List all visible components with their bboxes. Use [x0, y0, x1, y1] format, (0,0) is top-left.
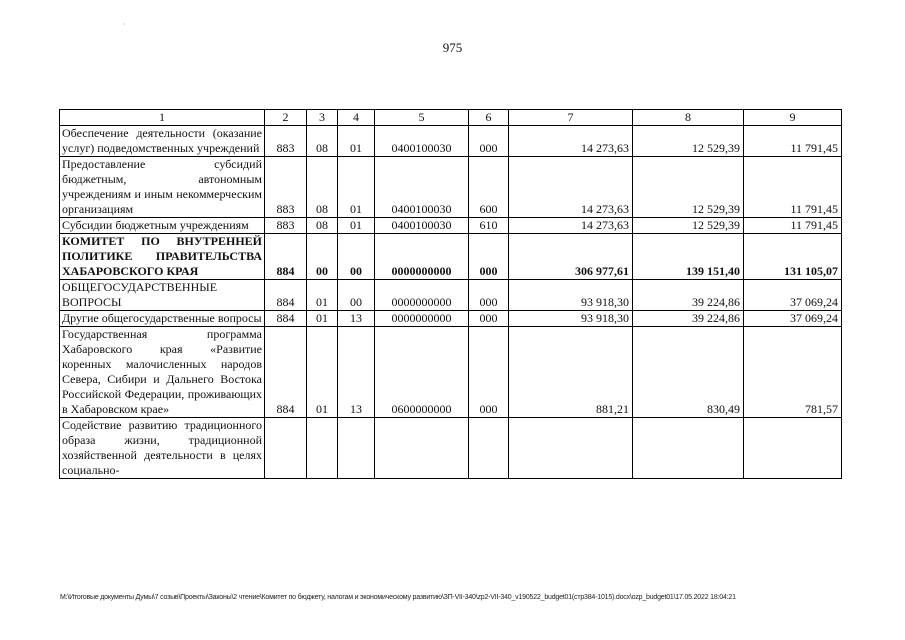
- row-name: Субсидии бюджетным учреждениям: [60, 218, 265, 234]
- amount-col7: 306 977,61: [509, 234, 633, 280]
- table-row: [60, 311, 842, 327]
- amount-col7: [509, 418, 633, 479]
- amount-col9: 781,57: [744, 327, 842, 418]
- column-header: 7: [509, 110, 633, 126]
- table-row: [60, 234, 842, 280]
- document-file-path: M:\Итоговые документы Думы\7 созыв\Проекты\Законы\2 чтение\Комитет по бюджету, налогам и экономическому развитию\ЗП-VII-340\zp2-VII-340_v190522_budget01(стр384-1015).docx\ozp_budget01\17.05.2022 18:04:21: [60, 594, 736, 601]
- table-row: [60, 157, 842, 218]
- page-number: 975: [442, 40, 463, 55]
- subsection-code: 00: [338, 234, 375, 280]
- subsection-code: 13: [338, 311, 375, 327]
- column-header: 1: [60, 110, 265, 126]
- amount-col8: [633, 418, 744, 479]
- subsection-code: 01: [338, 218, 375, 234]
- section-code: 08: [307, 126, 338, 157]
- amount-col7: 14 273,63: [509, 126, 633, 157]
- amount-col9: 11 791,45: [744, 126, 842, 157]
- row-name: Государственная программа Хабаровского края «Развитие коренных малочисленных народов Севера, Сибири и Дальнего Востока Российской Федерации, проживающих в Хабаровском крае»: [60, 327, 265, 418]
- target-article-code: 0000000000: [375, 311, 469, 327]
- amount-col8: 39 224,86: [633, 311, 744, 327]
- ministry-code: 884: [265, 327, 307, 418]
- scan-mark: ·: [123, 20, 126, 29]
- section-code: 00: [307, 234, 338, 280]
- column-header: 5: [375, 110, 469, 126]
- section-code: 08: [307, 218, 338, 234]
- amount-col9: 11 791,45: [744, 218, 842, 234]
- amount-col9: [744, 418, 842, 479]
- section-code: 01: [307, 327, 338, 418]
- amount-col7: 881,21: [509, 327, 633, 418]
- column-header: 3: [307, 110, 338, 126]
- target-article-code: 0400100030: [375, 157, 469, 218]
- table-row: [60, 280, 842, 311]
- target-article-code: 0400100030: [375, 126, 469, 157]
- expense-type-code: 600: [469, 157, 509, 218]
- amount-col9: 131 105,07: [744, 234, 842, 280]
- column-header: 8: [633, 110, 744, 126]
- ministry-code: 883: [265, 157, 307, 218]
- table-header-row: [60, 110, 842, 126]
- amount-col8: 39 224,86: [633, 280, 744, 311]
- target-article-code: [375, 418, 469, 479]
- row-name: ОБЩЕГОСУДАРСТВЕННЫЕ ВОПРОСЫ: [60, 280, 265, 311]
- target-article-code: 0400100030: [375, 218, 469, 234]
- ministry-code: [265, 418, 307, 479]
- row-name: Предоставление субсидий бюджетным, автономным учреждениям и иным некоммерческим организациям: [60, 157, 265, 218]
- amount-col8: 139 151,40: [633, 234, 744, 280]
- expense-type-code: [469, 418, 509, 479]
- column-header: 4: [338, 110, 375, 126]
- ministry-code: 884: [265, 280, 307, 311]
- section-code: 01: [307, 311, 338, 327]
- target-article-code: 0000000000: [375, 234, 469, 280]
- table-row: [60, 218, 842, 234]
- ministry-code: 883: [265, 218, 307, 234]
- ministry-code: 884: [265, 311, 307, 327]
- budget-table: [59, 109, 842, 479]
- amount-col7: 93 918,30: [509, 311, 633, 327]
- section-code: [307, 418, 338, 479]
- column-header: 6: [469, 110, 509, 126]
- row-name: Обеспечение деятельности (оказание услуг) подведомственных учреждений: [60, 126, 265, 157]
- ministry-code: 883: [265, 126, 307, 157]
- amount-col8: 830,49: [633, 327, 744, 418]
- table-row: [60, 418, 842, 479]
- expense-type-code: 000: [469, 234, 509, 280]
- table-row: [60, 126, 842, 157]
- expense-type-code: 000: [469, 327, 509, 418]
- subsection-code: 01: [338, 157, 375, 218]
- column-header: 9: [744, 110, 842, 126]
- amount-col8: 12 529,39: [633, 157, 744, 218]
- amount-col7: 14 273,63: [509, 218, 633, 234]
- target-article-code: 0600000000: [375, 327, 469, 418]
- ministry-code: 884: [265, 234, 307, 280]
- amount-col8: 12 529,39: [633, 126, 744, 157]
- column-header: 2: [265, 110, 307, 126]
- row-name: Другие общегосударственные вопросы: [60, 311, 265, 327]
- amount-col9: 37 069,24: [744, 280, 842, 311]
- expense-type-code: 000: [469, 126, 509, 157]
- expense-type-code: 610: [469, 218, 509, 234]
- amount-col7: 14 273,63: [509, 157, 633, 218]
- subsection-code: 00: [338, 280, 375, 311]
- subsection-code: 13: [338, 327, 375, 418]
- subsection-code: [338, 418, 375, 479]
- row-name: КОМИТЕТ ПО ВНУТРЕННЕЙ ПОЛИТИКЕ ПРАВИТЕЛЬСТВА ХАБАРОВСКОГО КРАЯ: [60, 234, 265, 280]
- subsection-code: 01: [338, 126, 375, 157]
- row-name: Содействие развитию традиционного образа жизни, традиционной хозяйственной деятельности в целях социально-: [60, 418, 265, 479]
- table-row: [60, 327, 842, 418]
- section-code: 08: [307, 157, 338, 218]
- amount-col9: 37 069,24: [744, 311, 842, 327]
- amount-col9: 11 791,45: [744, 157, 842, 218]
- amount-col7: 93 918,30: [509, 280, 633, 311]
- expense-type-code: 000: [469, 280, 509, 311]
- section-code: 01: [307, 280, 338, 311]
- target-article-code: 0000000000: [375, 280, 469, 311]
- expense-type-code: 000: [469, 311, 509, 327]
- amount-col8: 12 529,39: [633, 218, 744, 234]
